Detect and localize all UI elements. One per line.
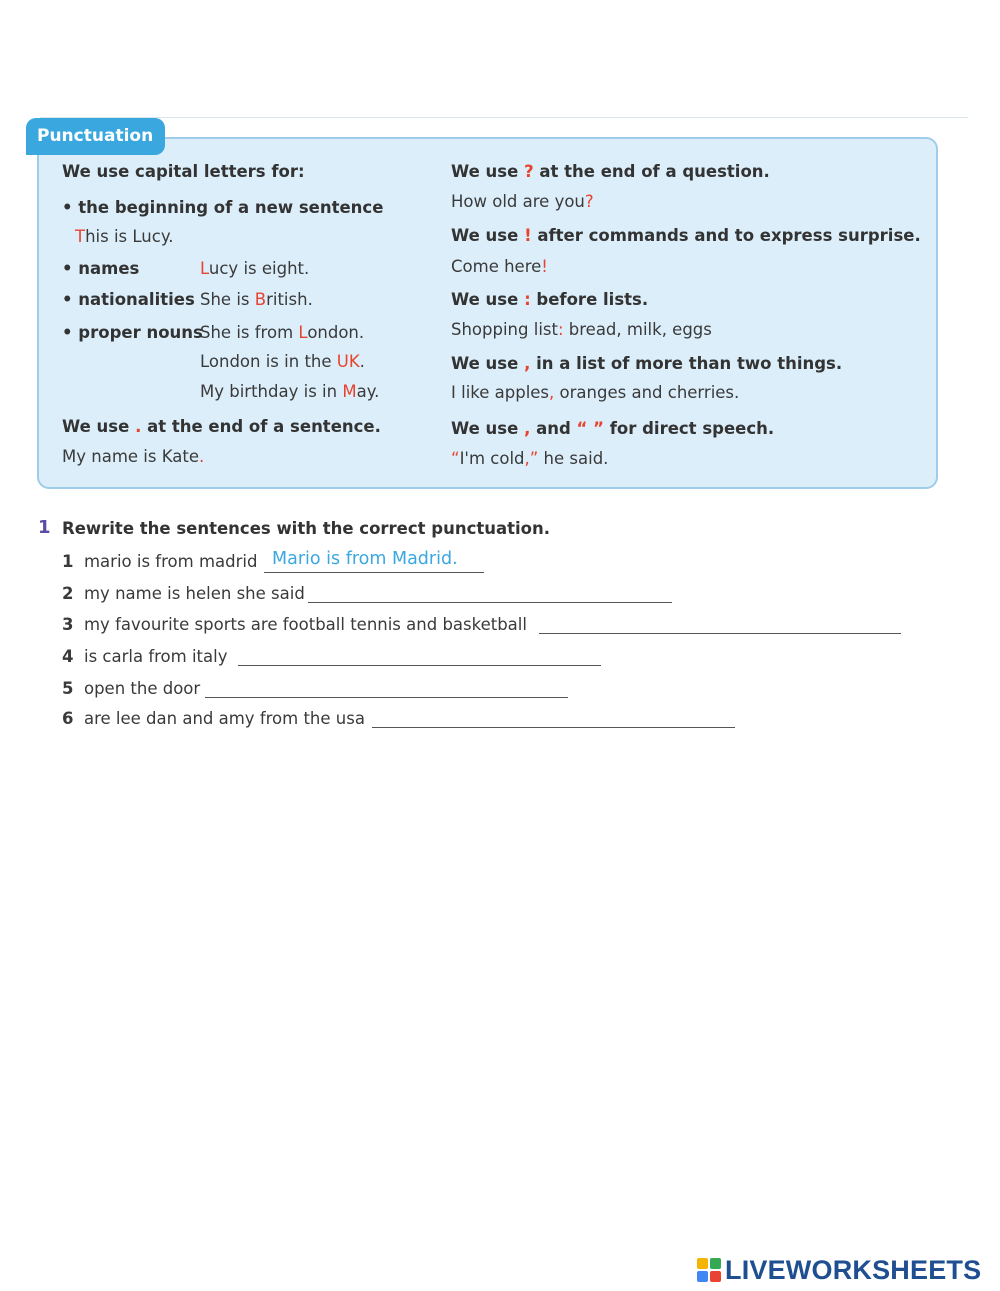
answer-input-4[interactable] [238, 665, 601, 666]
answer-input-3[interactable] [539, 633, 901, 634]
logo-grid-icon [697, 1258, 721, 1282]
question-rule: We use ? at the end of a question. [451, 162, 770, 181]
exercise-item: 1 mario is from madrid [62, 552, 258, 571]
comma-example: I like apples, oranges and cherries. [451, 383, 740, 402]
example-proper-2: London is in the UK. [200, 352, 365, 371]
capital-heading: We use capital letters for: [62, 162, 305, 181]
comma-rule: We use , in a list of more than two things. [451, 354, 843, 373]
colon-example: Shopping list: bread, milk, eggs [451, 320, 712, 339]
grammar-box-title: Punctuation [26, 118, 165, 155]
answer-input-2[interactable] [308, 602, 672, 603]
liveworksheets-logo[interactable] [697, 1253, 981, 1287]
exclamation-example: Come here! [451, 257, 548, 276]
exercise-item: 2 my name is helen she said [62, 584, 305, 603]
answer-input-1[interactable]: Mario is from Madrid. [272, 549, 458, 569]
exercise-item: 5 open the door [62, 679, 201, 698]
example-names: Lucy is eight. [200, 259, 310, 278]
logo-text: LIVEWORKSHEETS [725, 1254, 982, 1285]
exercise-instruction: Rewrite the sentences with the correct punctuation. [62, 519, 551, 538]
bullet-proper-nouns: • proper nouns [62, 323, 203, 342]
answer-input-5[interactable] [205, 697, 568, 698]
example-nationalities: She is British. [200, 290, 313, 309]
example-proper-3: My birthday is in May. [200, 382, 380, 401]
exercise-item: 6 are lee dan and amy from the usa [62, 709, 365, 728]
exclamation-rule: We use ! after commands and to express surprise. [451, 226, 921, 245]
answer-line-1 [264, 572, 484, 573]
exercise-item: 4 is carla from italy [62, 647, 228, 666]
answer-input-6[interactable] [372, 727, 735, 728]
speech-example: “I'm cold,” he said. [451, 449, 609, 468]
question-example: How old are you? [451, 192, 594, 211]
full-stop-example: My name is Kate. [62, 447, 205, 466]
full-stop-rule: We use . at the end of a sentence. [62, 417, 381, 436]
exercise-item: 3 my favourite sports are football tennis and basketball [62, 615, 527, 634]
example-this-is-lucy: This is Lucy. [75, 227, 174, 246]
exercise-number: 1 [38, 517, 51, 538]
bullet-nationalities: • nationalities [62, 290, 195, 309]
colon-rule: We use : before lists. [451, 290, 649, 309]
speech-rule: We use , and “ ” for direct speech. [451, 419, 775, 438]
top-rule [40, 117, 968, 118]
bullet-names: • names [62, 259, 140, 278]
bullet-beginning: • the beginning of a new sentence [62, 198, 384, 217]
example-proper-1: She is from London. [200, 323, 365, 342]
